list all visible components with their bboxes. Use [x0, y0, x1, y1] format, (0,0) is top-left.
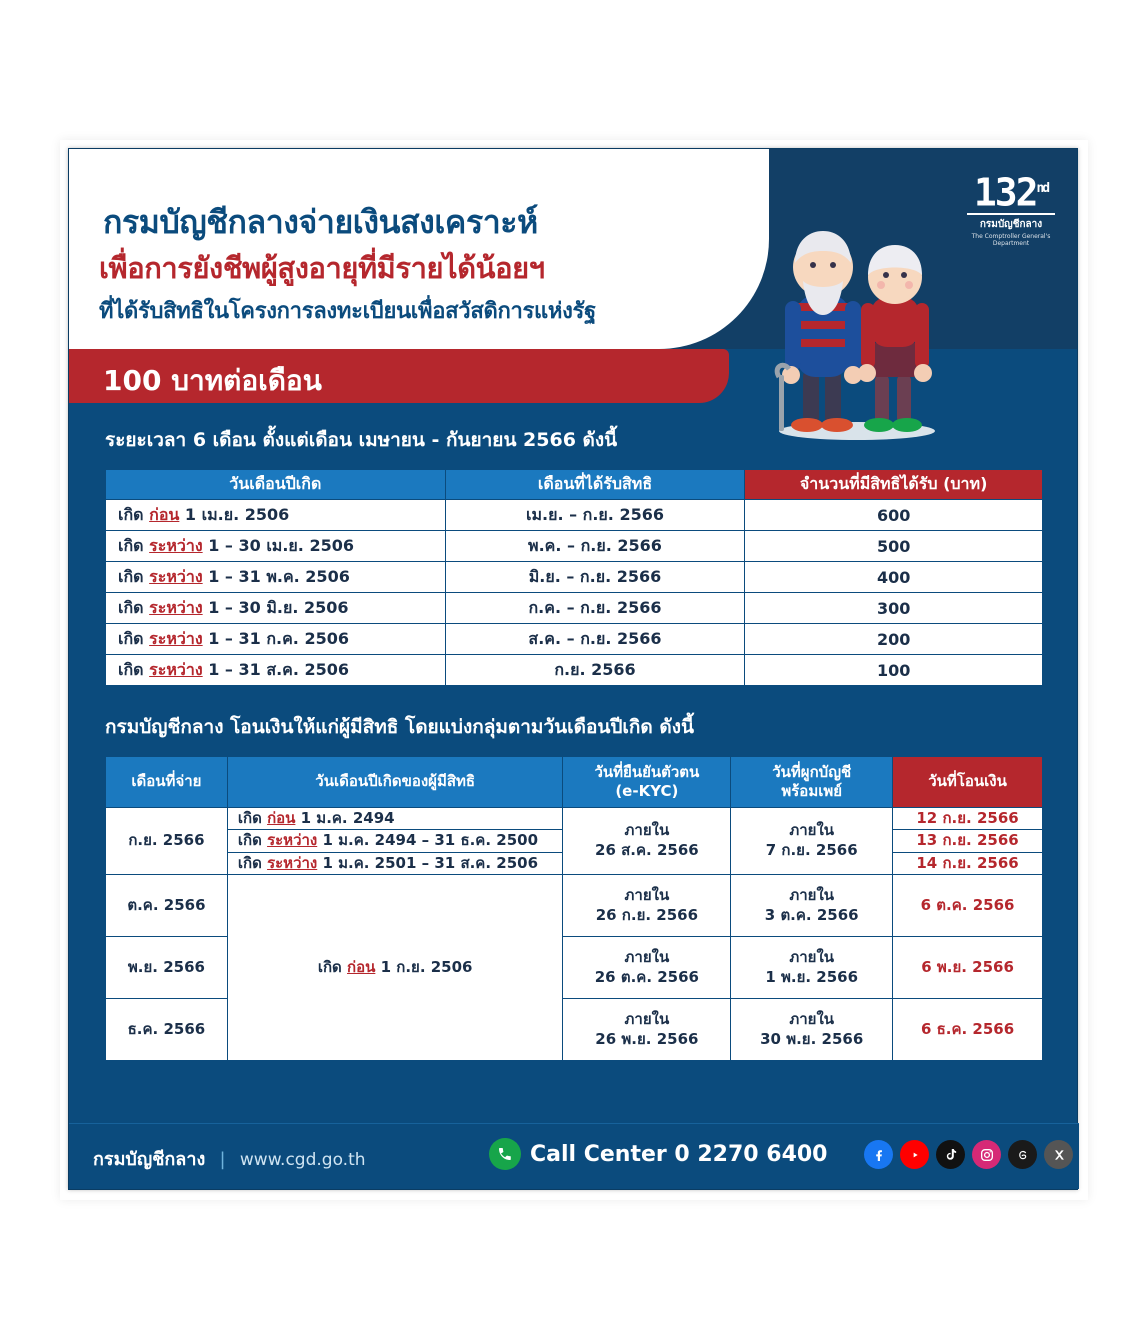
col-ekyc-line1: วันที่ยืนยันตัวตน [594, 763, 700, 781]
birth-keyword: ระหว่าง [267, 853, 318, 872]
cell-ekyc-date [563, 875, 731, 937]
logo-english-name: The Comptroller General's Department [971, 232, 1051, 247]
promptpay-line1: ภายใน [789, 948, 835, 966]
ekyc-line1: ภายใน [624, 948, 670, 966]
cell-amount: 300 [745, 593, 1043, 624]
header-title-line2: เพื่อการยังชีพผู้สูงอายุที่มีรายได้น้อยฯ [99, 251, 545, 285]
cell-pay-month: พ.ย. 2566 [106, 937, 228, 999]
cell-eligible-months: ส.ค. – ก.ย. 2566 [445, 624, 745, 655]
table-row [106, 500, 1043, 531]
threads-icon[interactable] [1008, 1140, 1037, 1169]
birth-prefix: เกิด [317, 957, 348, 976]
col-ekyc-date [563, 757, 731, 808]
cell-pay-month: ก.ย. 2566 [106, 807, 228, 875]
ekyc-line1: ภายใน [624, 821, 670, 840]
footer-org-block [93, 1144, 366, 1173]
cell-birthdate [106, 624, 446, 655]
cgd-logo [961, 171, 1061, 247]
footer-website[interactable]: www.cgd.go.th [239, 1150, 366, 1170]
birth-prefix: เกิด [118, 566, 150, 586]
cell-transfer-date: 14 ก.ย. 2566 [893, 852, 1043, 875]
header-title-line3: ที่ได้รับสิทธิในโครงการลงทะเบียนเพื่อสวัสดิการแห่งรัฐ [99, 299, 596, 324]
birth-keyword: ก่อน [149, 504, 180, 524]
birth-suffix: 1 ม.ค. 2501 – 31 ส.ค. 2506 [317, 853, 539, 872]
table-header-row [106, 757, 1043, 808]
col-transfer-date: วันที่โอนเงิน [893, 757, 1043, 808]
promptpay-line2: 1 พ.ย. 2566 [765, 967, 859, 986]
cell-amount: 200 [745, 624, 1043, 655]
cell-promptpay-date [731, 807, 893, 875]
col-amount: จำนวนที่มีสิทธิได้รับ (บาท) [745, 470, 1043, 500]
birth-suffix: 1 – 30 เม.ย. 2506 [202, 535, 354, 555]
birth-prefix: เกิด [118, 504, 150, 524]
logo-superscript: nd [1036, 181, 1049, 196]
cell-birthdate-group [227, 830, 563, 853]
table-row [106, 875, 1043, 937]
cell-promptpay-date [731, 875, 893, 937]
scan-margin [0, 0, 1140, 148]
birth-prefix: เกิด [237, 831, 268, 849]
birth-suffix: 1 ม.ค. 2494 [295, 808, 395, 827]
cell-transfer-date: 13 ก.ย. 2566 [893, 830, 1043, 853]
cell-birthdate-group [227, 807, 563, 830]
section1-note: ระยะเวลา 6 เดือน ตั้งแต่เดือน เมษายน - กันยายน 2566 ดังนี้ [105, 429, 618, 451]
table-row [106, 562, 1043, 593]
cell-transfer-date: 6 ต.ค. 2566 [893, 875, 1043, 937]
ekyc-line1: ภายใน [624, 1010, 670, 1028]
birth-suffix: 1 – 31 พ.ค. 2506 [202, 566, 350, 586]
social-links[interactable] [864, 1140, 1073, 1169]
table-row [106, 807, 1043, 830]
cell-amount: 100 [745, 655, 1043, 686]
col-eligible-months: เดือนที่ได้รับสิทธิ [445, 470, 745, 500]
birth-prefix: เกิด [237, 808, 268, 827]
table-header-row [106, 470, 1043, 500]
birth-suffix: 1 ก.ย. 2506 [375, 957, 473, 976]
cell-eligible-months: พ.ค. – ก.ย. 2566 [445, 531, 745, 562]
cell-birthdate [106, 593, 446, 624]
birth-suffix: 1 เม.ย. 2506 [179, 504, 290, 524]
eligibility-table [105, 469, 1043, 686]
poster-footer [69, 1123, 1079, 1189]
section2-note: กรมบัญชีกลาง โอนเงินให้แก่ผู้มีสิทธิ โดยแบ่งกลุ่มตามวันเดือนปีเกิด ดังนี้ [105, 716, 694, 738]
promptpay-line2: 30 พ.ย. 2566 [760, 1029, 864, 1048]
table-row [106, 624, 1043, 655]
cell-birthdate [106, 531, 446, 562]
birth-keyword: ก่อน [267, 808, 296, 827]
birth-prefix: เกิด [118, 659, 150, 679]
facebook-icon[interactable] [864, 1140, 893, 1169]
col-birthdate-group: วันเดือนปีเกิดของผู้มีสิทธิ [227, 757, 563, 808]
birth-suffix: 1 – 31 ก.ค. 2506 [202, 628, 349, 648]
cell-eligible-months: เม.ย. – ก.ย. 2566 [445, 500, 745, 531]
birth-prefix: เกิด [118, 597, 150, 617]
birth-suffix: 1 – 31 ส.ค. 2506 [202, 659, 350, 679]
table-row [106, 531, 1043, 562]
infographic-poster [68, 148, 1078, 1190]
birth-keyword: ระหว่าง [149, 659, 203, 679]
ekyc-line2: 26 พ.ย. 2566 [595, 1029, 699, 1048]
cell-promptpay-date [731, 999, 893, 1061]
cell-eligible-months: ก.ย. 2566 [445, 655, 745, 686]
cell-birthdate [106, 562, 446, 593]
col-promptpay-line2: พร้อมเพย์ [781, 781, 843, 800]
x-icon[interactable] [1044, 1140, 1073, 1169]
promptpay-line1: ภายใน [789, 821, 835, 840]
cell-transfer-date: 6 พ.ย. 2566 [893, 937, 1043, 999]
birth-keyword: ระหว่าง [149, 535, 203, 555]
cell-transfer-date: 12 ก.ย. 2566 [893, 807, 1043, 830]
ekyc-line1: ภายใน [624, 886, 670, 904]
tiktok-icon[interactable] [936, 1140, 965, 1169]
promptpay-line1: ภายใน [789, 886, 835, 904]
promptpay-line2: 3 ต.ค. 2566 [764, 905, 859, 924]
cell-amount: 400 [745, 562, 1043, 593]
birth-keyword: ระหว่าง [149, 628, 203, 648]
birth-suffix: 1 – 30 มิ.ย. 2506 [202, 597, 349, 617]
cell-ekyc-date [563, 807, 731, 875]
call-center-label: Call Center 0 2270 6400 [530, 1141, 828, 1167]
cell-birthdate-group [227, 852, 563, 875]
header-title-line1: กรมบัญชีกลางจ่ายเงินสงเคราะห์ [103, 203, 538, 241]
birth-keyword: ระหว่าง [149, 597, 203, 617]
cell-birthdate [106, 655, 446, 686]
cell-transfer-date: 6 ธ.ค. 2566 [893, 999, 1043, 1061]
instagram-icon[interactable] [972, 1140, 1001, 1169]
phone-icon [489, 1138, 521, 1170]
cell-pay-month: ธ.ค. 2566 [106, 999, 228, 1061]
ekyc-line2: 26 ก.ย. 2566 [595, 905, 699, 924]
cell-ekyc-date [563, 999, 731, 1061]
promptpay-line1: ภายใน [789, 1010, 835, 1028]
cell-eligible-months: มิ.ย. – ก.ย. 2566 [445, 562, 745, 593]
footer-separator: | [219, 1149, 226, 1170]
cell-pay-month: ต.ค. 2566 [106, 875, 228, 937]
amount-banner-label: 100 บาทต่อเดือน [103, 364, 322, 397]
amount-banner [69, 349, 729, 403]
col-pay-month: เดือนที่จ่าย [106, 757, 228, 808]
col-promptpay-line1: วันที่ผูกบัญชี [772, 763, 852, 781]
birth-prefix: เกิด [118, 628, 150, 648]
logo-number: 132 [973, 170, 1037, 215]
poster-header [69, 149, 1077, 397]
logo-thai-name: กรมบัญชีกลาง [979, 218, 1043, 230]
cell-eligible-months: ก.ค. – ก.ย. 2566 [445, 593, 745, 624]
cell-promptpay-date [731, 937, 893, 999]
birth-suffix: 1 ม.ค. 2494 – 31 ธ.ค. 2500 [317, 831, 539, 849]
cell-amount: 600 [745, 500, 1043, 531]
col-ekyc-line2: (e-KYC) [615, 781, 679, 800]
birth-keyword: ก่อน [347, 957, 376, 976]
poster-body [69, 403, 1079, 1061]
transfer-schedule-table [105, 756, 1043, 1061]
col-promptpay-date [731, 757, 893, 808]
birth-keyword: ระหว่าง [149, 566, 203, 586]
cell-birthdate [106, 500, 446, 531]
table-row [106, 655, 1043, 686]
youtube-icon[interactable] [900, 1140, 929, 1169]
birth-prefix: เกิด [118, 535, 150, 555]
promptpay-line2: 7 ก.ย. 2566 [765, 840, 858, 859]
birth-keyword: ระหว่าง [267, 831, 318, 849]
footer-org: กรมบัญชีกลาง [93, 1149, 206, 1170]
cell-birthdate-group [227, 875, 563, 1061]
col-birthdate: วันเดือนปีเกิด [106, 470, 446, 500]
ekyc-line2: 26 ต.ค. 2566 [594, 967, 699, 986]
table-row [106, 593, 1043, 624]
cell-ekyc-date [563, 937, 731, 999]
birth-prefix: เกิด [237, 853, 268, 872]
cell-amount: 500 [745, 531, 1043, 562]
ekyc-line2: 26 ส.ค. 2566 [595, 840, 699, 859]
call-center-block[interactable] [489, 1138, 828, 1170]
